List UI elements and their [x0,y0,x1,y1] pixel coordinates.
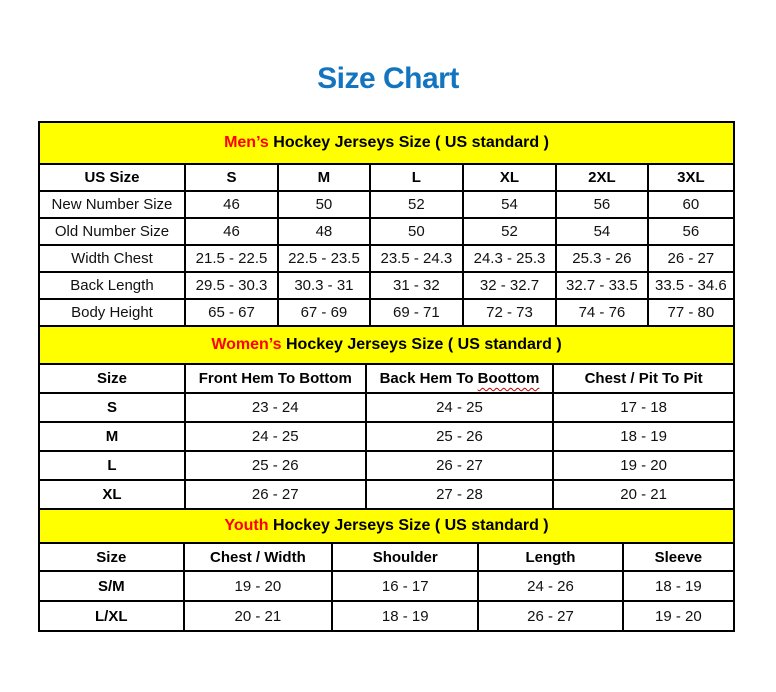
womens-table-row [39,451,734,480]
mens-col-header: S [185,164,278,191]
mens-table-row [39,245,734,272]
youth-table-cell: 26 - 27 [478,601,623,631]
mens-col-header: 2XL [556,164,648,191]
youth-banner-text: Hockey Jerseys Size ( US standard ) [268,517,549,534]
youth-table-row [39,571,734,601]
womens-banner-highlight: Women’s [211,336,282,353]
mens-banner-highlight: Men’s [224,134,269,151]
mens-row-label: Back Length [39,272,185,299]
mens-table-cell: 46 [185,218,278,245]
youth-table-cell: 20 - 21 [184,601,333,631]
youth-header-row [39,543,734,571]
mens-table-cell: 30.3 - 31 [278,272,370,299]
womens-row-label: S [39,393,185,422]
youth-table-cell: 16 - 17 [332,571,478,601]
youth-table-cell: 24 - 26 [478,571,623,601]
mens-table-cell: 33.5 - 34.6 [648,272,734,299]
mens-table-cell: 65 - 67 [185,299,278,326]
mens-banner-text: Hockey Jerseys Size ( US standard ) [268,134,549,151]
youth-col-header: Shoulder [332,543,478,571]
size-tables [38,121,735,632]
mens-banner [39,122,734,164]
youth-table-cell: 19 - 20 [623,601,734,631]
mens-table-row [39,218,734,245]
youth-size-table [38,508,735,632]
youth-table-cell: 18 - 19 [332,601,478,631]
misspelled-word: Boottom [477,370,540,387]
womens-table-cell: 27 - 28 [366,480,554,509]
womens-col-header: Size [39,364,185,393]
womens-table-row [39,393,734,422]
womens-table-cell: 26 - 27 [366,451,554,480]
mens-table-cell: 54 [556,218,648,245]
mens-row-label: New Number Size [39,191,185,218]
womens-table-cell: 23 - 24 [185,393,366,422]
womens-size-table [38,325,735,510]
mens-table-cell: 31 - 32 [370,272,463,299]
mens-row-label: Width Chest [39,245,185,272]
youth-banner-highlight: Youth [224,517,269,534]
mens-table-cell: 22.5 - 23.5 [278,245,370,272]
youth-table-cell: 18 - 19 [623,571,734,601]
mens-table-cell: 23.5 - 24.3 [370,245,463,272]
womens-table-cell: 19 - 20 [553,451,734,480]
womens-table-row [39,480,734,509]
mens-table-row [39,272,734,299]
womens-col-header: Back Hem To Boottom [366,364,554,393]
mens-col-header: M [278,164,370,191]
mens-table-cell: 26 - 27 [648,245,734,272]
mens-table-cell: 56 [556,191,648,218]
youth-banner [39,509,734,543]
mens-table-cell: 69 - 71 [370,299,463,326]
mens-table-cell: 67 - 69 [278,299,370,326]
mens-table-cell: 50 [370,218,463,245]
womens-table-cell: 25 - 26 [366,422,554,451]
mens-table-row [39,191,734,218]
womens-table-row [39,422,734,451]
womens-row-label: M [39,422,185,451]
mens-header-row [39,164,734,191]
mens-table-cell: 32.7 - 33.5 [556,272,648,299]
womens-table-cell: 25 - 26 [185,451,366,480]
mens-table-cell: 54 [463,191,556,218]
mens-row-label: Body Height [39,299,185,326]
mens-table-cell: 60 [648,191,734,218]
mens-table-cell: 29.5 - 30.3 [185,272,278,299]
womens-table-cell: 24 - 25 [366,393,554,422]
womens-header-row [39,364,734,393]
womens-row-label: XL [39,480,185,509]
mens-col-header: L [370,164,463,191]
mens-table-cell: 52 [463,218,556,245]
mens-col-header: XL [463,164,556,191]
mens-table-cell: 24.3 - 25.3 [463,245,556,272]
womens-col-header: Chest / Pit To Pit [553,364,734,393]
youth-col-header: Sleeve [623,543,734,571]
youth-col-header: Size [39,543,184,571]
womens-banner-text: Hockey Jerseys Size ( US standard ) [281,336,562,353]
mens-row-label: Old Number Size [39,218,185,245]
youth-row-label: S/M [39,571,184,601]
mens-col-header: US Size [39,164,185,191]
womens-col-header: Front Hem To Bottom [185,364,366,393]
mens-table-cell: 21.5 - 22.5 [185,245,278,272]
mens-table-cell: 72 - 73 [463,299,556,326]
mens-table-cell: 32 - 32.7 [463,272,556,299]
mens-table-cell: 52 [370,191,463,218]
mens-table-cell: 48 [278,218,370,245]
mens-table-cell: 25.3 - 26 [556,245,648,272]
womens-table-cell: 20 - 21 [553,480,734,509]
youth-col-header: Chest / Width [184,543,333,571]
womens-table-cell: 18 - 19 [553,422,734,451]
youth-table-cell: 19 - 20 [184,571,333,601]
youth-row-label: L/XL [39,601,184,631]
youth-table-row [39,601,734,631]
mens-table-cell: 74 - 76 [556,299,648,326]
page-title: Size Chart [317,62,459,95]
womens-table-cell: 24 - 25 [185,422,366,451]
womens-table-cell: 26 - 27 [185,480,366,509]
mens-table-cell: 50 [278,191,370,218]
womens-table-cell: 17 - 18 [553,393,734,422]
womens-banner [39,326,734,364]
womens-row-label: L [39,451,185,480]
mens-table-row [39,299,734,326]
mens-table-cell: 46 [185,191,278,218]
mens-size-table [38,121,735,327]
mens-col-header: 3XL [648,164,734,191]
youth-col-header: Length [478,543,623,571]
mens-table-cell: 77 - 80 [648,299,734,326]
mens-table-cell: 56 [648,218,734,245]
